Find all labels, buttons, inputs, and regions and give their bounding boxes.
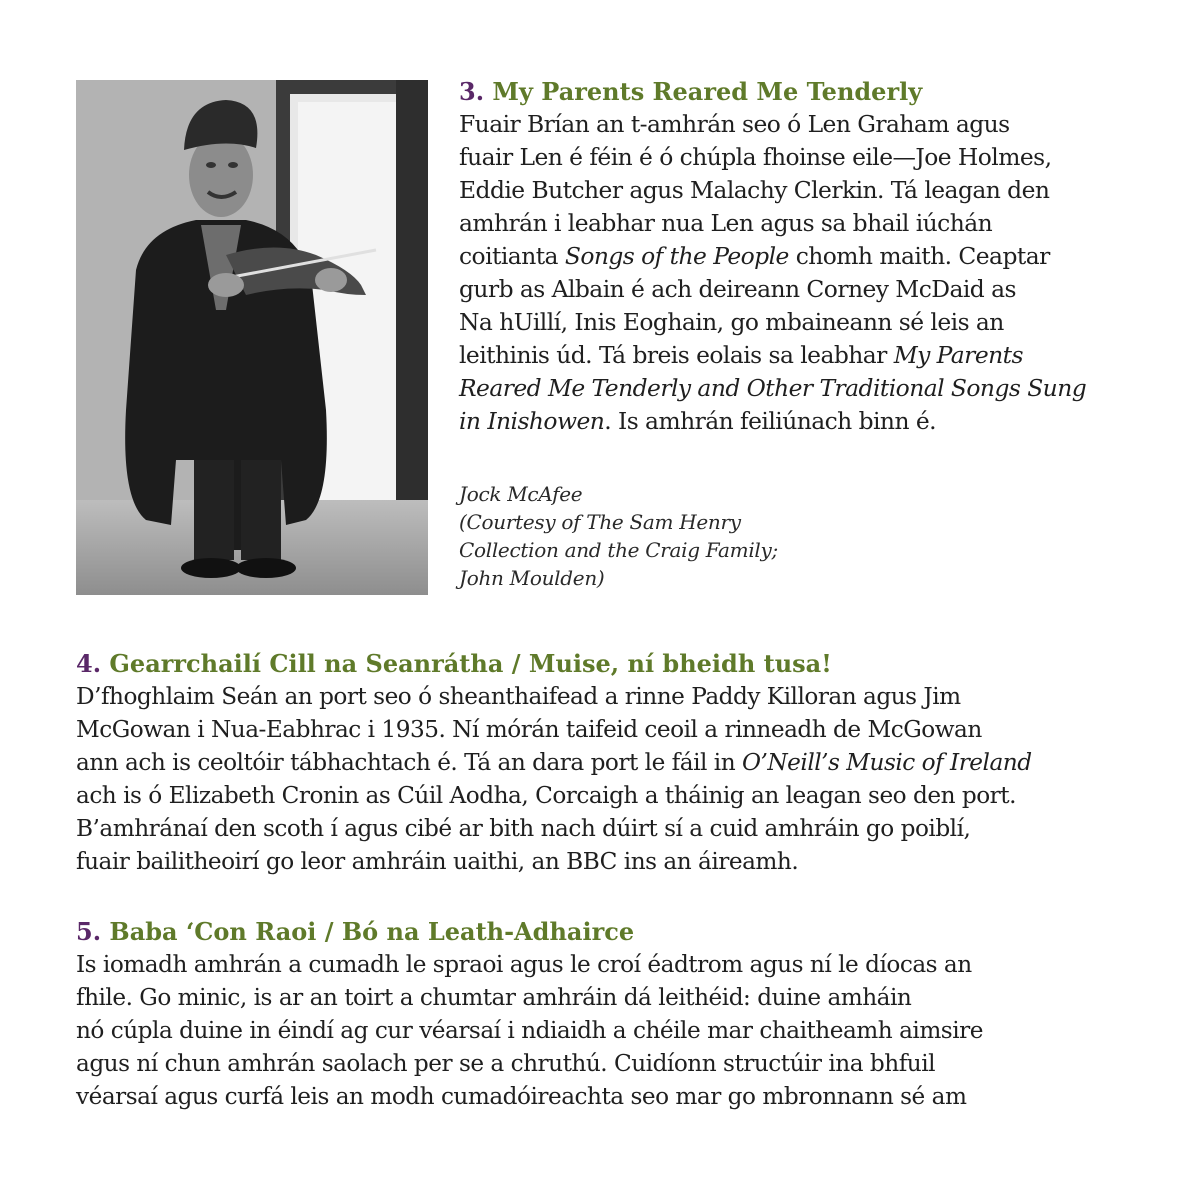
photo-caption — [459, 480, 778, 592]
text-line: Na hUillí, Inis Eoghain, go mbaineann sé leis an — [459, 308, 1004, 336]
text-line: fuair Len é féin é ó chúpla fhoinse eile—Joe Holmes, — [459, 143, 1052, 171]
section-5-heading — [76, 916, 1166, 948]
section-3 — [459, 76, 1159, 438]
text-line: véarsaí agus curfá leis an modh cumadóireachta seo mar go mbronnann sé am — [76, 1083, 967, 1110]
text-line — [459, 372, 1159, 405]
section-5 — [76, 916, 1166, 1113]
book-title: Reared Me Tenderly and Other Traditional Songs Sung — [459, 374, 1087, 402]
section-5-body — [76, 948, 1166, 1113]
text-line: Is iomadh amhrán a cumadh le spraoi agus le croí éadtrom agus ní le díocas an — [76, 951, 972, 978]
text-line — [459, 339, 1159, 372]
section-3-title: My Parents Reared Me Tenderly — [492, 77, 923, 106]
section-3-heading — [459, 76, 1159, 108]
text-line: agus ní chun amhrán saolach per se a chruthú. Cuidíonn structúir ina bhfuil — [76, 1050, 936, 1077]
section-5-title: Baba ‘Con Raoi / Bó na Leath-Adhairce — [109, 917, 635, 946]
text-line: McGowan i Nua-Eabhrac i 1935. Ní mórán taifeid ceoil a rinneadh de McGowan — [76, 716, 982, 743]
fiddler-illustration — [76, 80, 428, 595]
fiddler-photo — [76, 80, 428, 595]
text-line: Fuair Brían an t-amhrán seo ó Len Graham agus — [459, 110, 1010, 138]
text-line: gurb as Albain é ach deireann Corney McDaid as — [459, 275, 1016, 303]
book-title: Songs of the People — [564, 242, 789, 270]
section-3-number: 3. — [459, 77, 485, 106]
text-line — [459, 405, 1159, 438]
caption-line: Collection and the Craig Family; — [459, 538, 778, 562]
section-4-number: 4. — [76, 649, 102, 678]
caption-line: (Courtesy of The Sam Henry — [459, 510, 741, 534]
text-run: ann ach is ceoltóir tábhachtach é. Tá an dara port le fáil in — [76, 749, 743, 776]
section-3-body — [459, 108, 1159, 438]
text-run: . Is amhrán feiliúnach binn é. — [604, 407, 937, 435]
text-run: chomh maith. Ceaptar — [788, 242, 1050, 270]
book-title: O’Neill’s Music of Ireland — [742, 749, 1032, 776]
section-4-title: Gearrchailí Cill na Seanrátha / Muise, ní bheidh tusa! — [109, 649, 832, 678]
text-line: nó cúpla duine in éindí ag cur véarsaí i ndiaidh a chéile mar chaitheamh aimsire — [76, 1017, 983, 1044]
text-line: ach is ó Elizabeth Cronin as Cúil Aodha, Corcaigh a tháinig an leagan seo den port. — [76, 782, 1016, 809]
text-line: fuair bailitheoirí go leor amhráin uaithi, an BBC ins an áireamh. — [76, 848, 799, 875]
text-line — [76, 746, 1166, 779]
text-line: D’fhoghlaim Seán an port seo ó sheanthaifead a rinne Paddy Killoran agus Jim — [76, 683, 961, 710]
text-line: fhile. Go minic, is ar an toirt a chumtar amhráin dá leithéid: duine amháin — [76, 984, 912, 1011]
text-run: leithinis úd. Tá breis eolais sa leabhar — [459, 341, 894, 369]
caption-line: Jock McAfee — [459, 482, 583, 506]
section-5-number: 5. — [76, 917, 102, 946]
text-line — [459, 240, 1159, 273]
text-line: B’amhránaí den scoth í agus cibé ar bith nach dúirt sí a cuid amhráin go poiblí, — [76, 815, 971, 842]
section-4-heading — [76, 648, 1166, 680]
book-title: My Parents — [893, 341, 1023, 369]
text-line: amhrán i leabhar nua Len agus sa bhail iúchán — [459, 209, 993, 237]
book-title: in Inishowen — [459, 407, 605, 435]
section-4-body — [76, 680, 1166, 878]
caption-line: John Moulden) — [459, 566, 605, 590]
text-run: coitianta — [459, 242, 565, 270]
section-4 — [76, 648, 1166, 878]
text-line: Eddie Butcher agus Malachy Clerkin. Tá leagan den — [459, 176, 1050, 204]
